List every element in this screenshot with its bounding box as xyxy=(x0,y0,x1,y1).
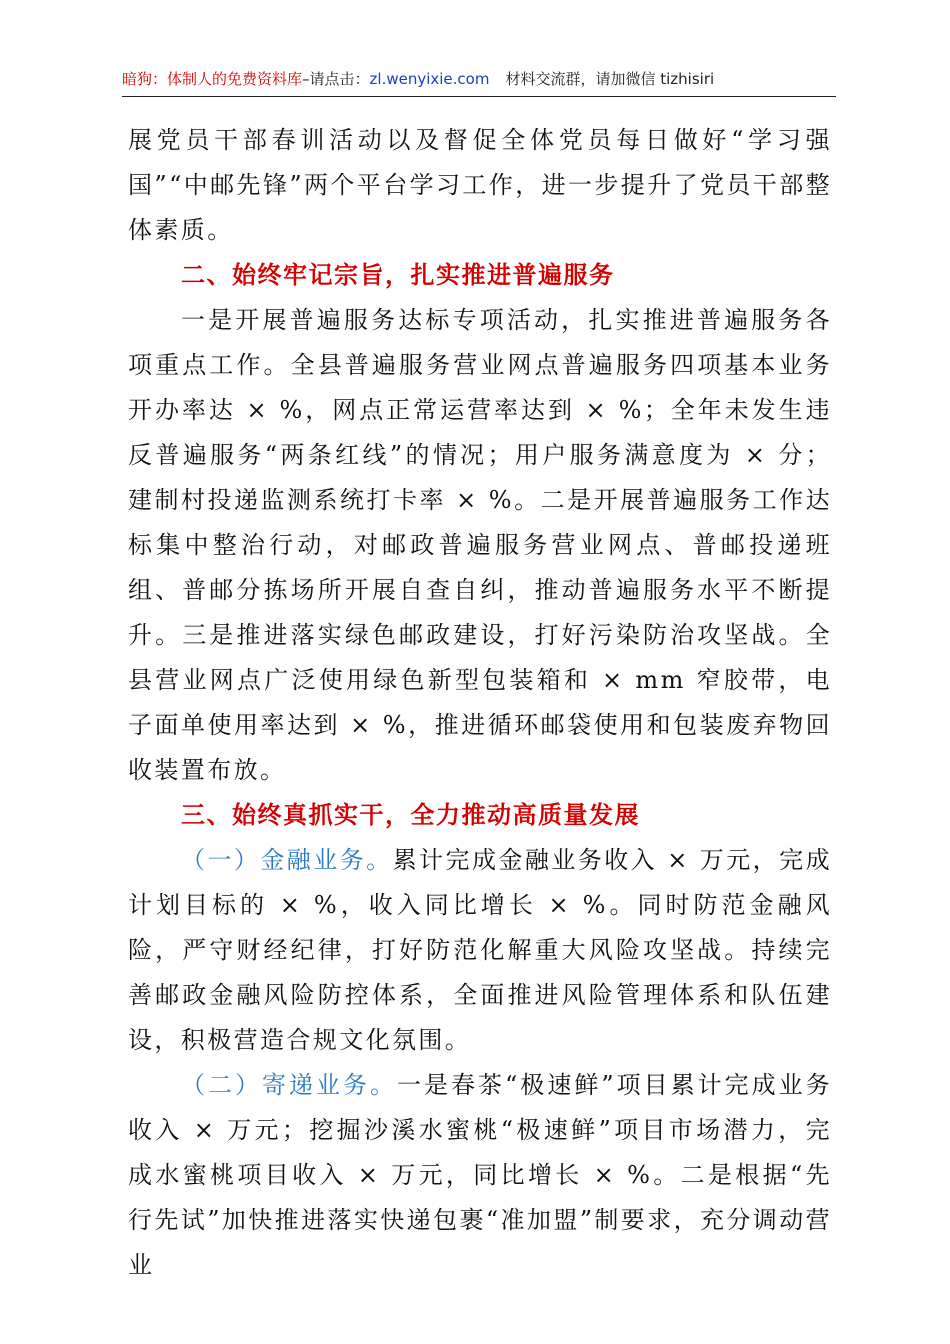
paragraph-delivery xyxy=(128,1063,832,1288)
document-body xyxy=(128,118,832,1288)
section-heading-2: 二、始终牢记宗旨，扎实推进普遍服务 xyxy=(181,261,615,289)
paragraph-continued: 展党员干部春训活动以及督促全体党员每日做好“学习强国”“中邮先锋”两个平台学习工作，进一步提升了党员干部整体素质。 xyxy=(128,126,833,244)
header-brand: 暗狗：体制人的免费资料库 xyxy=(122,70,303,88)
finance-text: 累计完成金融业务收入 × 万元，完成计划目标的 × %，收入同比增长 × %。同时防范金融风险，严守财经纪律，打好防范化解重大风险攻坚战。持续完善邮政金融风险防控体系，全面推进风险管理体系和队伍建设，积极营造合规文化氛围。 xyxy=(128,846,832,1054)
paragraph-finance xyxy=(128,838,832,1063)
header-link[interactable]: zl.wenyixie.com xyxy=(369,70,490,88)
header-contact: 材料交流群，请加微信 tizhisiri xyxy=(505,70,715,88)
paragraph-universal-service: 一是开展普遍服务达标专项活动，扎实推进普遍服务各项重点工作。全县普遍服务营业网点普遍服务四项基本业务开办率达 × %，网点正常运营率达到 × %；全年未发生违反普遍服务“两条红线”的情况；用户服务满意度为 × 分；建制村投递监测系统打卡率 × %。二是开展普遍服务工作达标集中整治行动，对邮政普遍服务营业网点、普邮投递班组、普邮分拣场所开展自查自纠，推动普遍服务水平不断提升。三是推进落实绿色邮政建设，打好污染防治攻坚战。全县营业网点广泛使用绿色新型包装箱和 × mm 窄胶带，电子面单使用率达到 × %，推进循环邮袋使用和包装废弃物回收装置布放。 xyxy=(128,306,832,784)
subheading-finance: （一）金融业务。 xyxy=(181,846,393,874)
delivery-text: 一是春茶“极速鲜”项目累计完成业务收入 × 万元；挖掘沙溪水蜜桃“极速鲜”项目市场潜力，完成水蜜桃项目收入 × 万元，同比增长 × %。二是根据“先行先试”加快推进落实快递包裹“准加盟”制要求，充分调动营业 xyxy=(128,1071,833,1279)
page-header xyxy=(122,62,836,97)
section-heading-3: 三、始终真抓实干，全力推动高质量发展 xyxy=(181,801,640,829)
header-prompt: –请点击： xyxy=(302,70,370,88)
subheading-delivery: （二）寄递业务。 xyxy=(181,1071,398,1099)
